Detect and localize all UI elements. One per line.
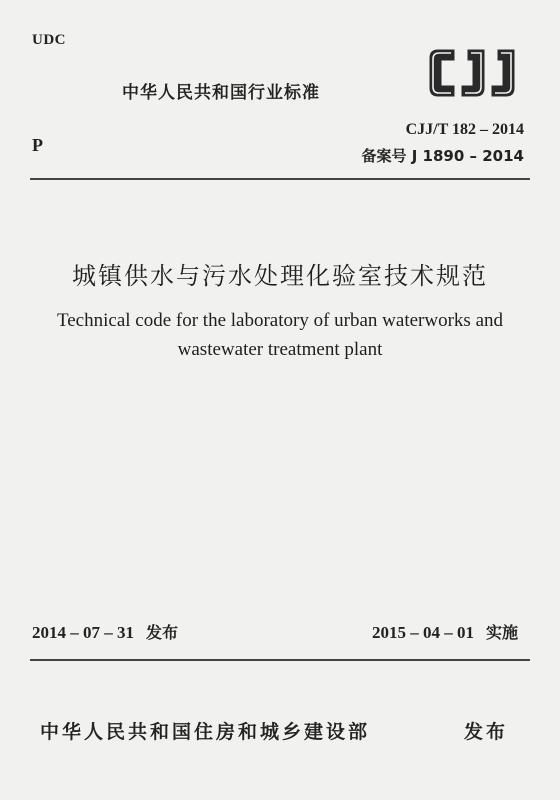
udc-label: UDC bbox=[32, 32, 66, 48]
standard-code: CJJ/T 182 – 2014 bbox=[405, 121, 524, 138]
cjj-logo bbox=[424, 40, 524, 106]
effective-label: 实施 bbox=[485, 623, 518, 642]
publisher-name: 中华人民共和国住房和城乡建设部 bbox=[40, 721, 371, 743]
record-number: 备案号 J 1890 – 2014 bbox=[361, 147, 524, 165]
effective-date-row bbox=[372, 620, 518, 643]
title-english bbox=[0, 306, 560, 364]
title-english-line2: wastewater treatment plant bbox=[177, 339, 383, 360]
issue-label: 发布 bbox=[146, 623, 179, 642]
issue-date-row bbox=[32, 620, 178, 643]
issuer-title: 中华人民共和国行业标准 bbox=[122, 83, 320, 103]
classification-letter: P bbox=[32, 135, 43, 155]
bottom-divider bbox=[30, 659, 530, 661]
issue-date: 2014 – 07 – 31 bbox=[32, 623, 134, 642]
effective-date: 2015 – 04 – 01 bbox=[371, 623, 474, 642]
title-english-line1: Technical code for the laboratory of urban waterworks and bbox=[56, 310, 504, 331]
title-chinese: 城镇供水与污水处理化验室技术规范 bbox=[72, 262, 488, 290]
publish-label: 发布 bbox=[463, 721, 508, 743]
top-divider bbox=[30, 178, 530, 180]
standard-codes bbox=[362, 117, 524, 169]
